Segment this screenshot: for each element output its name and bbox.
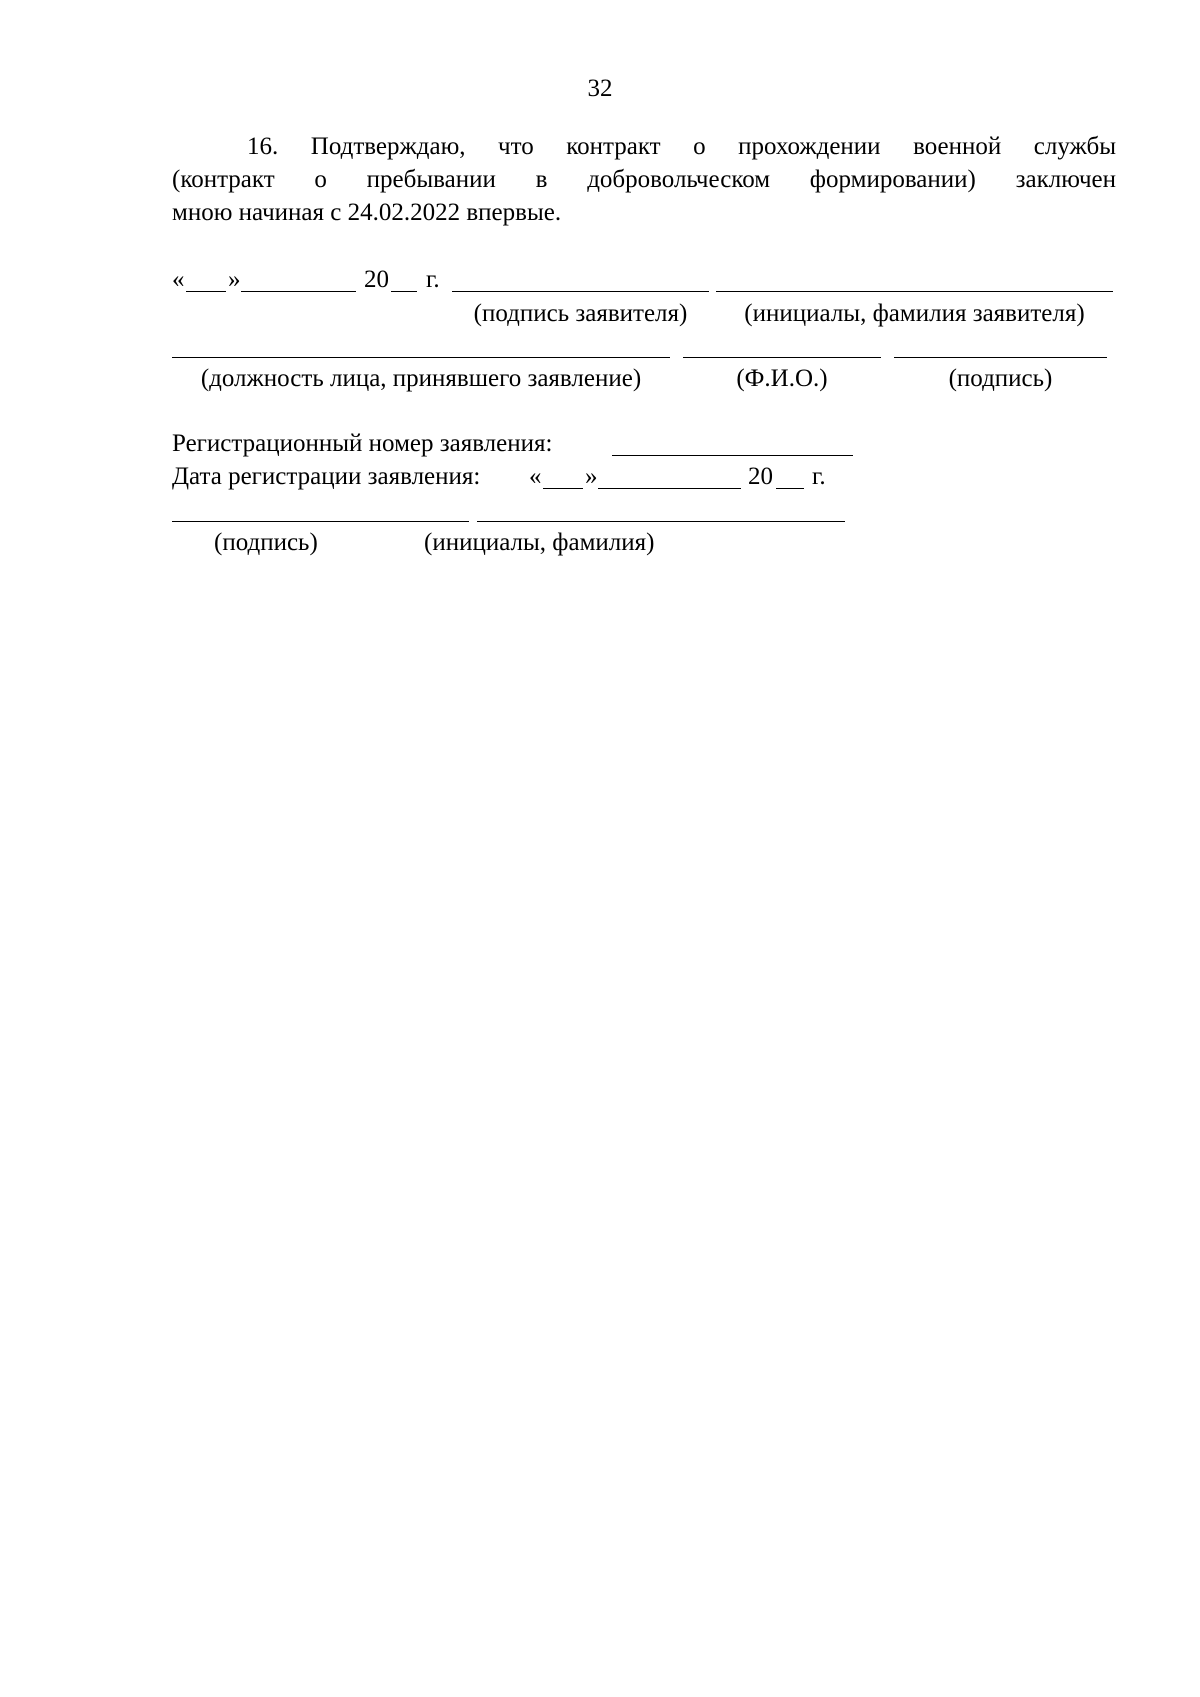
receiver-fio-caption: (Ф.И.О.) bbox=[736, 365, 828, 392]
receiver-signature-caption: (подпись) bbox=[948, 365, 1053, 392]
applicant-signature-blank[interactable] bbox=[452, 291, 709, 292]
applicant-name-blank[interactable] bbox=[716, 291, 1113, 292]
registration-date-open-quote: « bbox=[529, 463, 542, 490]
registration-date-close-quote: » bbox=[585, 463, 598, 490]
year-prefix: 20 bbox=[364, 266, 389, 293]
confirmation-paragraph bbox=[172, 130, 1116, 229]
registration-number-label: Регистрационный номер заявления: bbox=[172, 430, 553, 457]
registrar-signature-caption: (подпись) bbox=[214, 529, 318, 556]
applicant-signature-caption: (подпись заявителя) bbox=[473, 300, 688, 327]
year-blank[interactable] bbox=[391, 291, 417, 292]
registration-day-blank[interactable] bbox=[543, 488, 583, 489]
applicant-name-caption: (инициалы, фамилия заявителя) bbox=[744, 300, 1085, 327]
day-blank[interactable] bbox=[186, 291, 226, 292]
page-number: 32 bbox=[587, 75, 613, 102]
month-blank[interactable] bbox=[241, 291, 356, 292]
registration-month-blank[interactable] bbox=[598, 488, 741, 489]
registrar-name-caption: (инициалы, фамилия) bbox=[424, 529, 655, 556]
registration-number-blank[interactable] bbox=[612, 455, 853, 456]
date-close-quote: » bbox=[228, 266, 241, 293]
receiver-signature-blank[interactable] bbox=[894, 357, 1107, 358]
receiver-position-blank[interactable] bbox=[172, 357, 670, 358]
paragraph-line-1: 16. Подтверждаю, что контракт о прохождении военной службы bbox=[247, 133, 1116, 160]
receiver-position-caption: (должность лица, принявшего заявление) bbox=[200, 365, 642, 392]
registration-year-suffix: г. bbox=[812, 463, 826, 490]
registrar-name-blank[interactable] bbox=[477, 521, 845, 522]
date-open-quote: « bbox=[172, 266, 185, 293]
receiver-fio-blank[interactable] bbox=[683, 357, 881, 358]
paragraph-line-2: (контракт о пребывании в добровольческом формировании) заключен bbox=[172, 166, 1116, 193]
registration-year-blank[interactable] bbox=[776, 488, 804, 489]
paragraph-line-3: мною начиная с 24.02.2022 впервые. bbox=[172, 199, 562, 226]
year-suffix: г. bbox=[426, 266, 440, 293]
registrar-signature-blank[interactable] bbox=[172, 521, 469, 522]
registration-year-prefix: 20 bbox=[748, 463, 773, 490]
registration-date-label: Дата регистрации заявления: bbox=[172, 463, 481, 490]
